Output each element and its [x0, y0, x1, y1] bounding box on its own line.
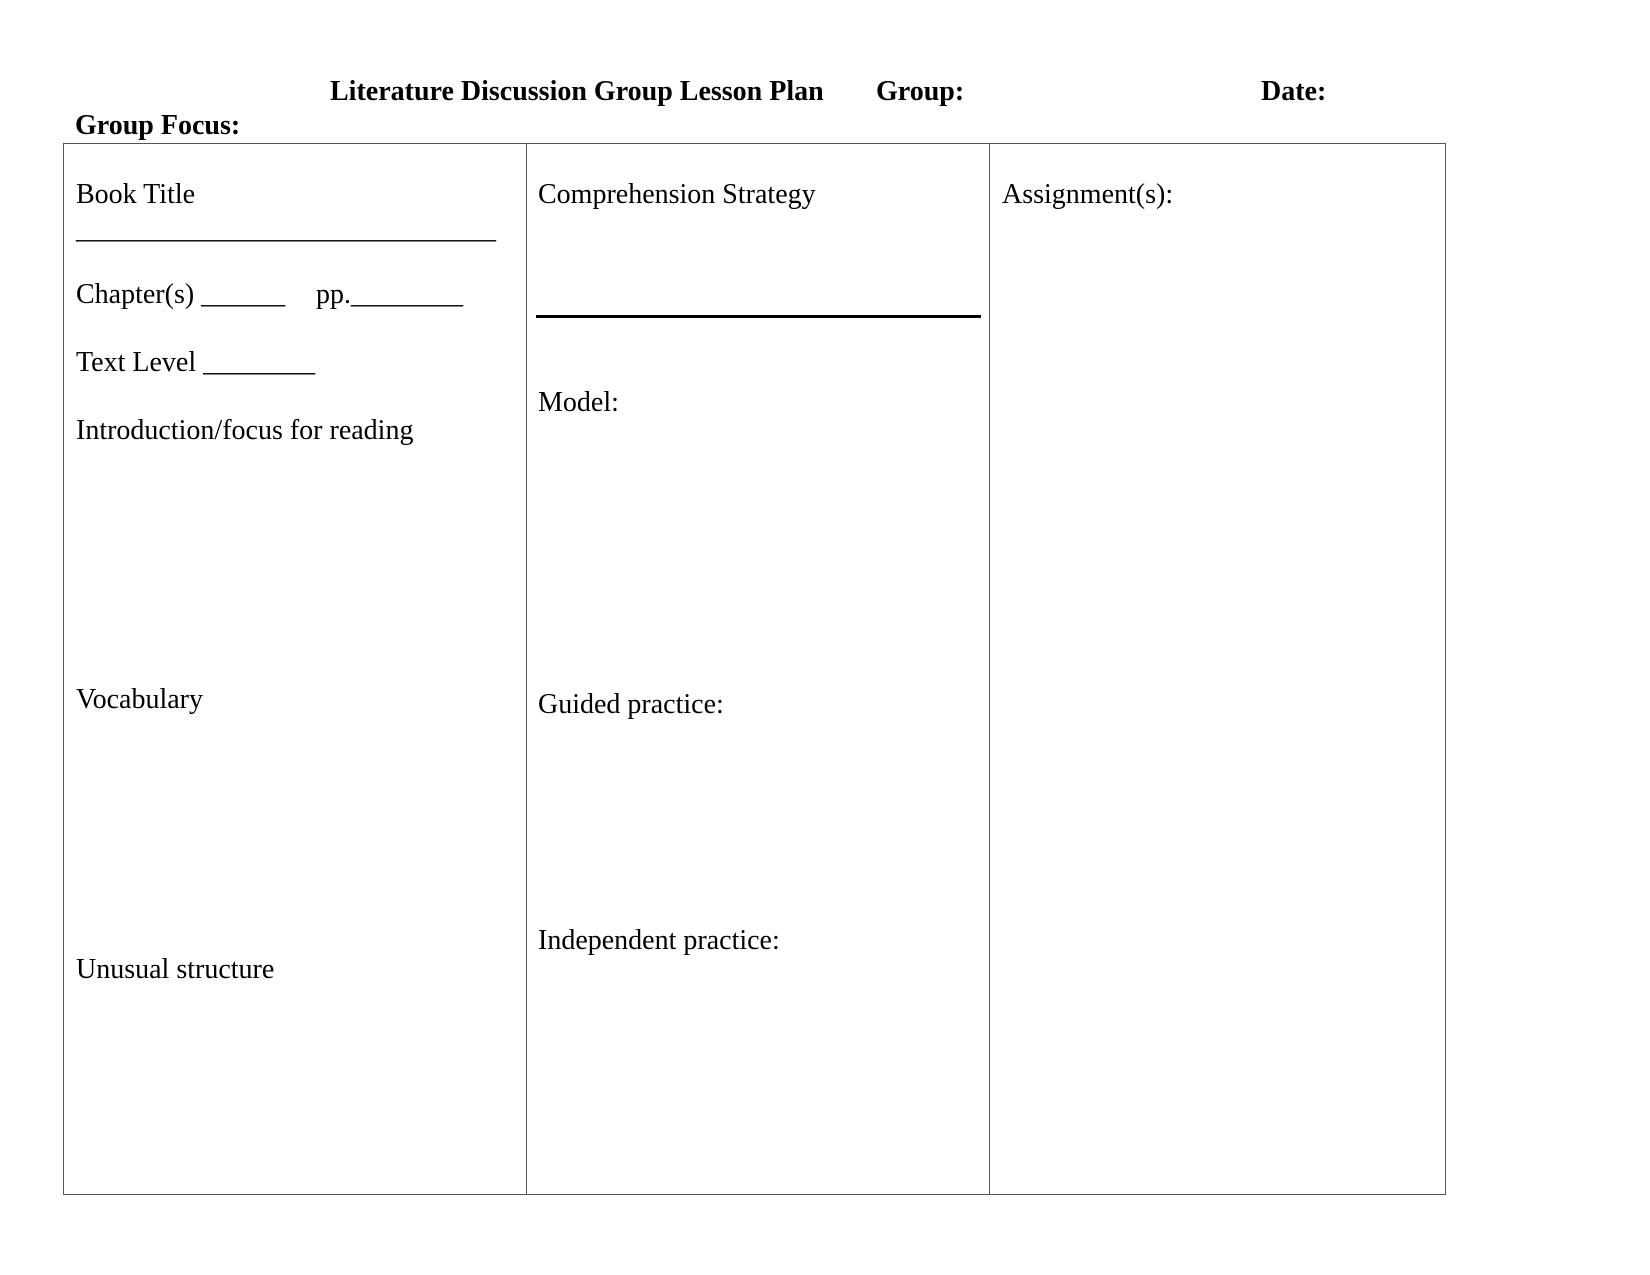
unusual-structure-label: Unusual structure: [76, 954, 275, 985]
lesson-plan-table: [63, 143, 1446, 1195]
group-label: Group:: [876, 76, 965, 107]
guided-practice-label: Guided practice:: [538, 689, 724, 720]
page-title: Literature Discussion Group Lesson Plan: [330, 76, 824, 107]
column-divider: [989, 144, 990, 1194]
pages-label: pp.________: [316, 279, 463, 310]
strategy-underline: [536, 315, 981, 318]
assignments-label: Assignment(s):: [1002, 179, 1174, 210]
group-focus-label: Group Focus:: [75, 110, 241, 141]
text-level-label: Text Level ________: [76, 347, 316, 378]
date-label: Date:: [1261, 76, 1327, 107]
comprehension-strategy-label: Comprehension Strategy: [538, 179, 816, 210]
model-label: Model:: [538, 387, 619, 418]
vocabulary-label: Vocabulary: [76, 684, 203, 715]
book-title-blank: ______________________________: [76, 214, 496, 245]
independent-practice-label: Independent practice:: [538, 925, 780, 956]
chapters-label: Chapter(s) ______: [76, 279, 286, 310]
column-divider: [526, 144, 527, 1194]
book-title-label: Book Title: [76, 179, 196, 210]
introduction-label: Introduction/focus for reading: [76, 415, 414, 446]
